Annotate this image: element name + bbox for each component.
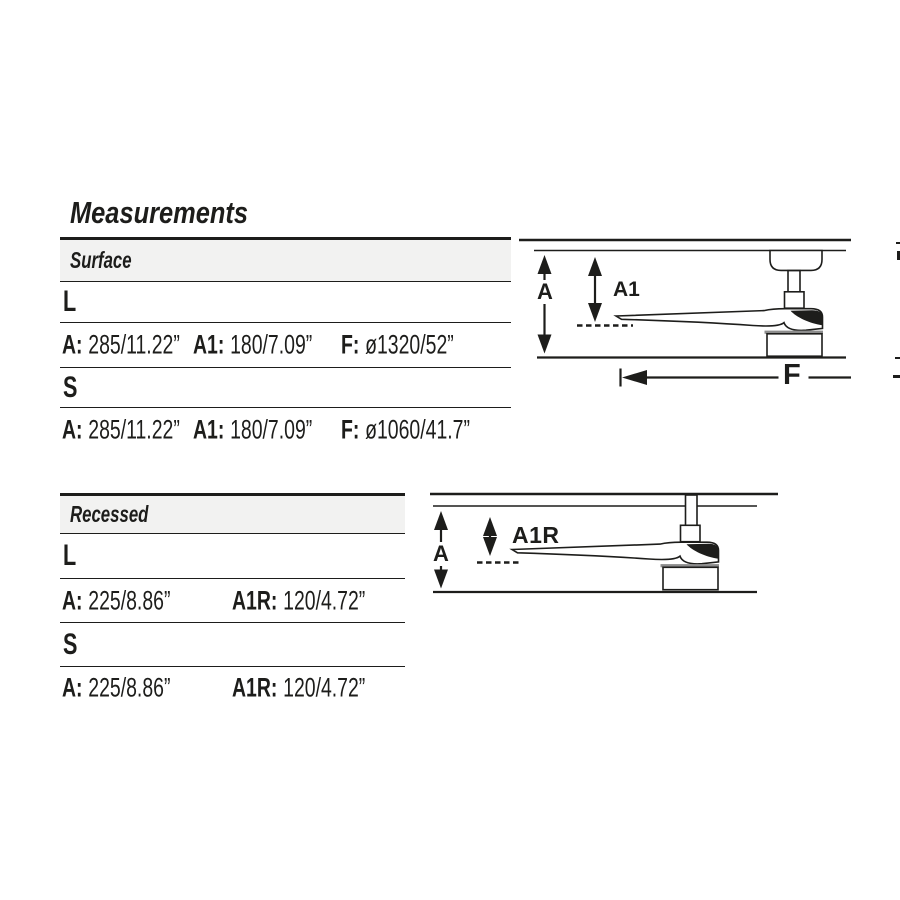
dim-line-f: [621, 369, 852, 387]
spec-a: A: 225/8.86”: [62, 585, 171, 615]
recessed-table-header-label: Recessed: [70, 501, 149, 527]
fan-downrod: [686, 495, 698, 526]
table-row: [60, 408, 511, 451]
dim-arrow-a1: [588, 257, 602, 322]
edge-artifact: [895, 357, 900, 360]
variant-label: S: [63, 371, 78, 404]
edge-artifact: [896, 242, 900, 244]
surface-table-header: [60, 240, 511, 282]
table-row: [60, 579, 405, 623]
fan-canopy: [770, 251, 822, 271]
surface-table-header-label: Surface: [70, 247, 132, 273]
spec-a1: A1: 180/7.09”: [193, 414, 313, 444]
recessed-table-header: [60, 496, 405, 534]
dim-label-f: F: [783, 359, 801, 391]
table-row: [60, 534, 405, 579]
spec-a1r: A1R: 120/4.72”: [232, 672, 366, 703]
fan-downrod: [788, 271, 800, 292]
dim-label-a1r: A1R: [512, 522, 560, 548]
spec-f: F: ø1320/52”: [341, 329, 454, 360]
spec-a1: A1: 180/7.09”: [193, 329, 313, 360]
dim-arrow-a: [538, 255, 552, 354]
table-row: [60, 323, 511, 368]
spec-a1r: A1R: 120/4.72”: [232, 585, 366, 615]
variant-label: L: [63, 285, 77, 318]
spec-a: A: 285/11.22”: [62, 329, 180, 360]
edge-artifact: [893, 375, 900, 378]
table-row: [60, 667, 405, 709]
page-title: Measurements: [70, 195, 249, 230]
fan-assembly: [616, 292, 823, 356]
spec-f: F: ø1060/41.7”: [341, 414, 470, 444]
dim-label-a: A: [533, 280, 557, 304]
spec-a: A: 285/11.22”: [62, 414, 180, 444]
surface-mount-diagram: [508, 228, 900, 398]
dim-label-a: A: [429, 542, 453, 566]
dim-arrow-a1r: [483, 517, 497, 556]
table-row: [60, 282, 511, 323]
table-row: [60, 623, 405, 667]
recessed-mount-diagram: [420, 483, 790, 601]
table-row: [60, 368, 511, 408]
variant-label: L: [63, 539, 77, 572]
recessed-table: [60, 493, 405, 709]
spec-a: A: 225/8.86”: [62, 672, 171, 703]
surface-table: [60, 237, 511, 451]
variant-label: S: [63, 628, 78, 661]
dim-label-a1: A1: [613, 278, 640, 301]
